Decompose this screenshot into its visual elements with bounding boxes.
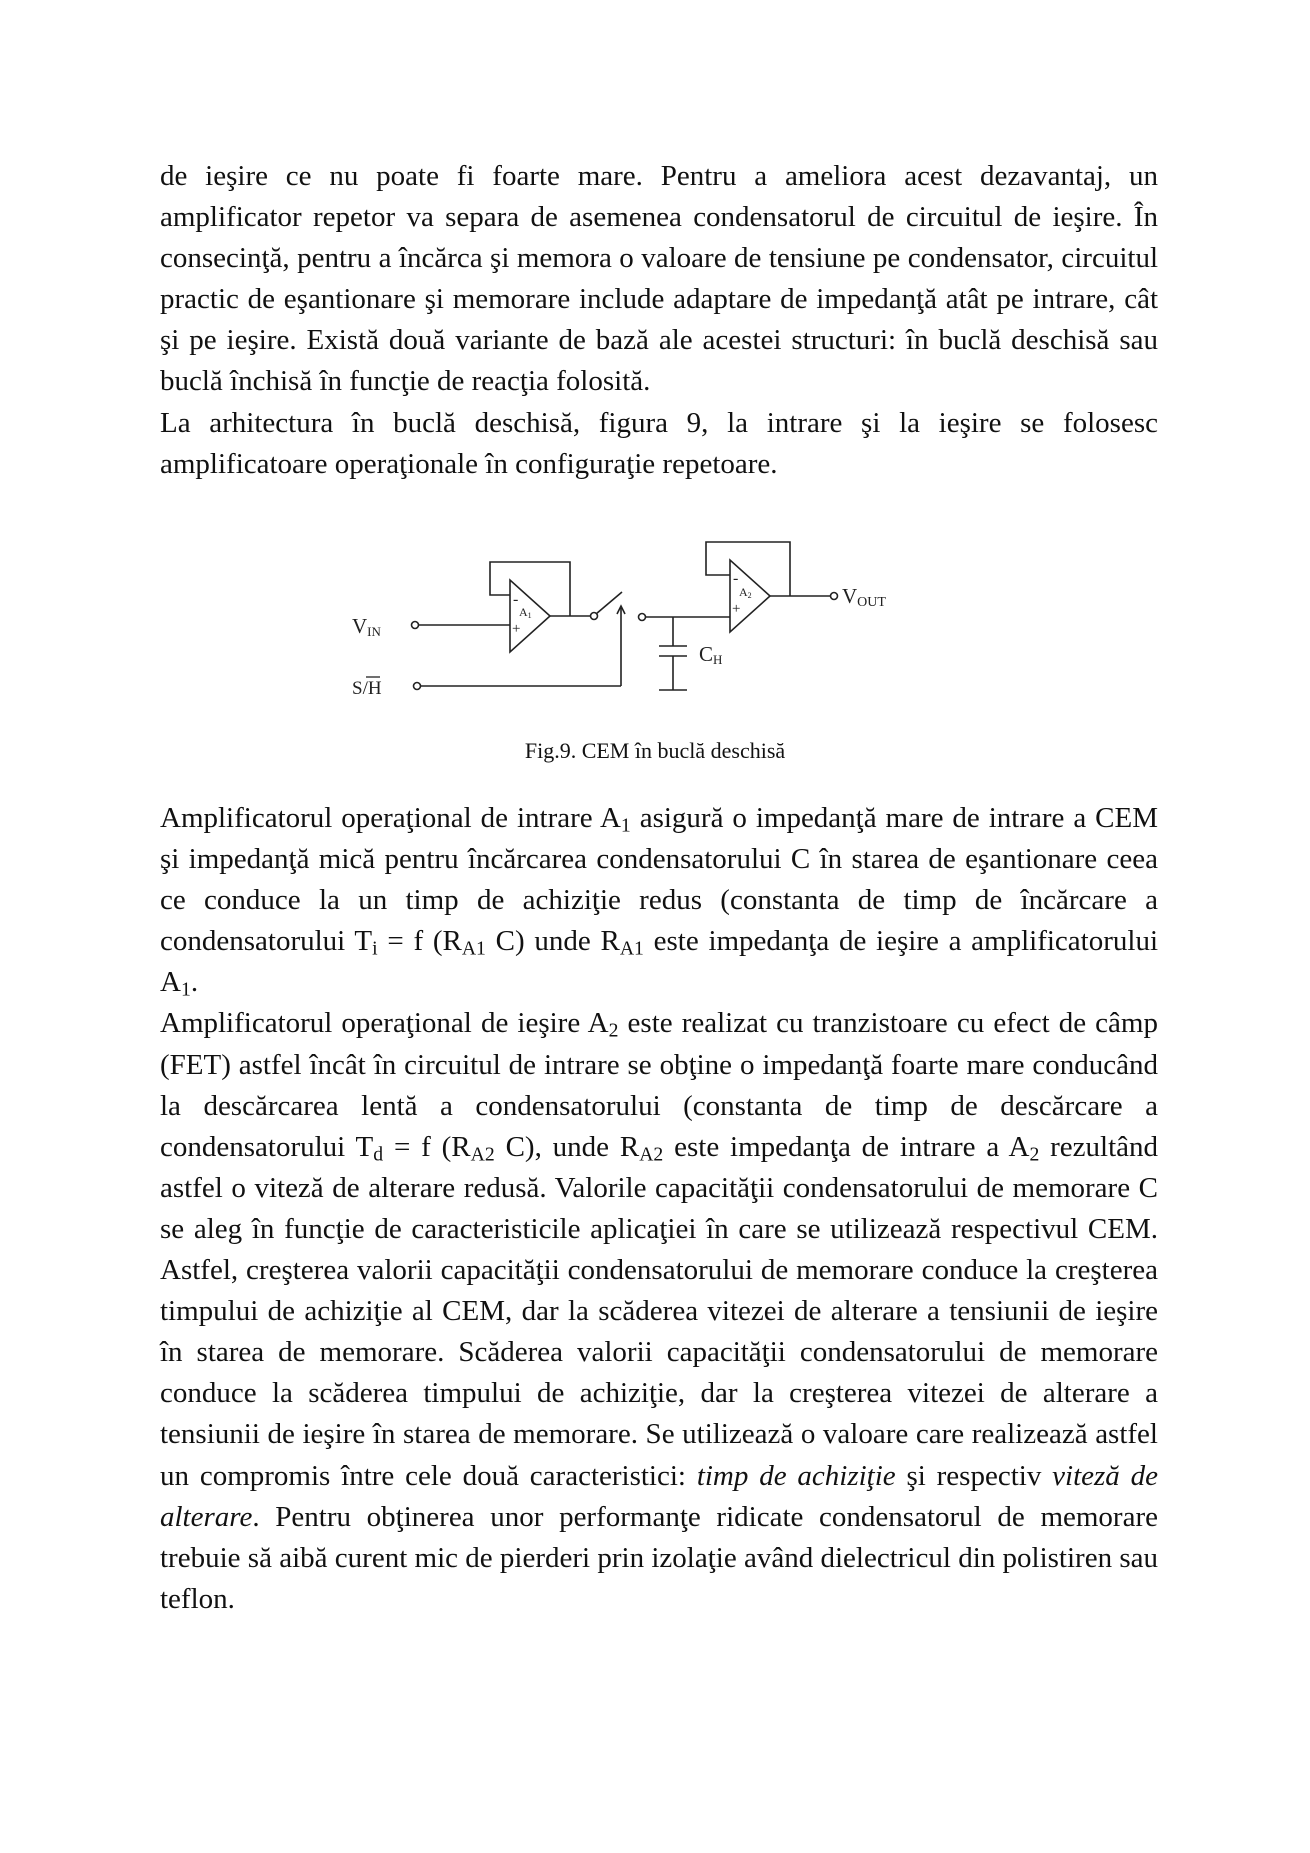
paragraph: La arhitectura în buclă deschisă, figura 9, la intrare şi la ieşire se folosesc amplificatoare operaţionale în configuraţie repetoare.: [160, 406, 1158, 480]
circuit-diagram: [352, 540, 920, 715]
vout-terminal: [831, 593, 838, 600]
a1-minus: -: [513, 591, 519, 608]
a2-plus: +: [732, 601, 741, 617]
vin-terminal: [412, 622, 419, 629]
vin-label: VIN: [352, 614, 381, 639]
ch-label: CH: [699, 642, 723, 667]
paragraph: Amplificatorul operaţional de ieşire $A_2$ este realizat cu tranzistoare cu efect de câmp (FET) astfel încât în circuitul de intrare se obţine o impedanţă foarte mare conducând la descărcarea lentă a condensatorului (constanta de timp de descărcare a condensatorului $T_d = f$ ($R_{A2}$ C), unde $R_{A2}$ este impedanţa de intrare a $A_2$ rezultând astfel o viteză de alterare redusă. Valorile capacităţii condensatorului de memorare C se aleg în funcţie de caracteristicile aplicaţiei în care se utilizează respectivul CEM. Astfel, creşterea valorii capacităţii condensatorului de memorare conduce la creşterea timpului de achiziţie al CEM, dar la scăderea vitezei de alterare a tensiunii de ieşire în starea de memorare. Scăderea valorii capacităţii condensatorului de memorare conduce la scăderea timpului de achiziţie, dar la creşterea vitezei de alterare a tensiunii de ieşire în starea de memorare. Se utilizează o valoare care realizează astfel un compromis între cele două caracteristici: timp de achiziţie şi respectiv viteză de alterare. Pentru obţinerea unor performanţe ridicate condensatorul de memorare trebuie să aibă curent mic de pierderi prin izolaţie având dielectricul din polistiren sau teflon.: [160, 1007, 1159, 1615]
a2-minus: -: [733, 570, 739, 587]
a1-plus: +: [512, 621, 521, 637]
a2-label: A2: [739, 585, 752, 600]
vout-label: VOUT: [842, 584, 886, 610]
text-block-bottom: [160, 798, 1158, 1620]
feedback-loop-a2: [706, 542, 790, 596]
sh-label: S/H: [352, 678, 382, 699]
feedback-loop-a1: [490, 562, 570, 616]
paragraph: Amplificatorul operaţional de intrare $A_1$ asigură o impedanţă mare de intrare a CEM şi impedanţă mică pentru încărcarea condensatorului C în starea de eşantionare ceea ce conduce la un timp de achiziţie redus (constanta de timp de încărcare a condensatorului $T_i = f$ ($R_{A1}$ C) unde $R_{A1}$ este impedanţa de ieşire a amplificatorului $A_1$.: [160, 802, 1158, 1001]
a1-label: A1: [519, 605, 532, 620]
switch-contact-right: [639, 614, 646, 621]
figure-caption: Fig.9. CEM în buclă deschisă: [524, 738, 786, 763]
paragraph: de ieşire ce nu poate fi foarte mare. Pentru a ameliora acest dezavantaj, un amplificator repetor va separa de asemenea condensatorul de circuitul de ieşire. În consecinţă, pentru a încărca şi memora o valoare de tensiune pe condensator, circuitul practic de eşantionare şi memorare include adaptare de impedanţă atât pe intrare, cât şi pe ieşire. Există două variante de bază ale acestei structuri: în buclă deschisă sau buclă închisă în funcţie de reacţia folosită.: [160, 160, 1158, 398]
text-block-top: [160, 156, 1158, 485]
sh-terminal: [414, 683, 421, 690]
